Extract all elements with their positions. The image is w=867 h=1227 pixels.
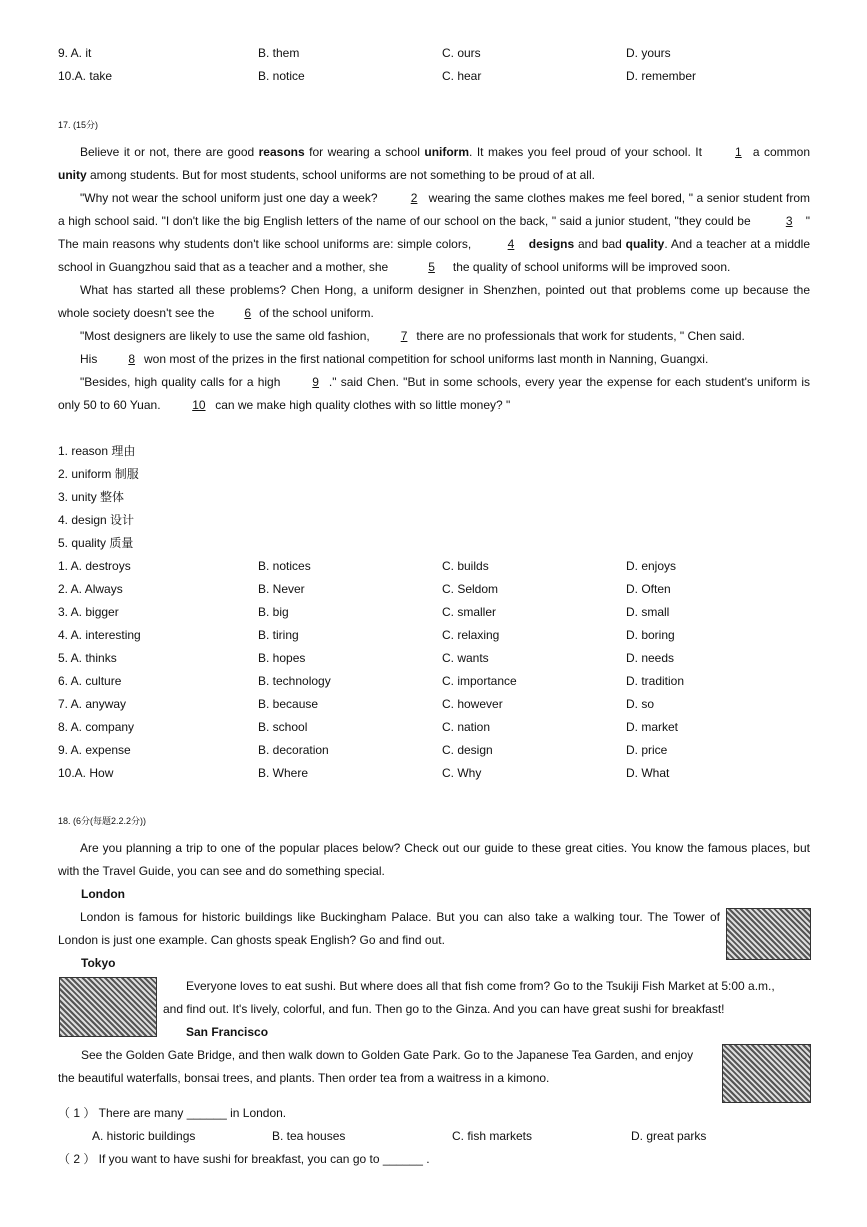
option-b: B. notice: [258, 69, 305, 83]
option-row: [58, 625, 818, 645]
passage-paragraph: "Most designers are likely to use the same old fashion, 7 there are no professionals that work for students, " Chen said.: [58, 325, 810, 348]
passage-paragraph: What has started all these problems? Chen Hong, a uniform designer in Shenzhen, pointed out that problems come up because the whole society doesn't see the 6 of the school uniform.: [58, 279, 810, 325]
option-c: C. smaller: [442, 605, 497, 619]
option-row: [58, 648, 818, 668]
option-d: D. small: [626, 605, 670, 619]
option-a: 7. A. anyway: [58, 697, 127, 711]
option-b: B. technology: [258, 674, 331, 688]
london-paragraph: [58, 906, 720, 952]
tokyo-text-line-2: and find out. It's lively, colorful, and fun. Then go to the Ginza. And you can have great sushi for breakfast!: [163, 1002, 725, 1016]
option-row: [58, 740, 818, 760]
option-a: 10.A. How: [58, 766, 114, 780]
option-a: 5. A. thinks: [58, 651, 117, 665]
option-b: B. Where: [258, 766, 309, 780]
option-a: 2. A. Always: [58, 582, 123, 596]
option-row: [58, 43, 818, 63]
option-b: B. because: [258, 697, 319, 711]
london-title: London: [81, 887, 125, 901]
option-c: C. however: [442, 697, 503, 711]
option-d: D. What: [626, 766, 670, 780]
option-d: D. enjoys: [626, 559, 677, 573]
option-a: 4. A. interesting: [58, 628, 141, 642]
passage-paragraph: His 8 won most of the prizes in the first national competition for school uniforms last month in Nanning, Guangxi.: [58, 348, 810, 371]
tokyo-text-line-1: Everyone loves to eat sushi. But where does all that fish come from? Go to the Tsukiji Fish Market at 5:00 a.m.,: [186, 979, 775, 993]
option-d: D. remember: [626, 69, 697, 83]
option-b: B. tiring: [258, 628, 299, 642]
option-c: C. relaxing: [442, 628, 500, 642]
london-photo: [726, 908, 811, 960]
option-d: D. tradition: [626, 674, 685, 688]
option-c: C. Seldom: [442, 582, 499, 596]
san-francisco-text-line-2: the beautiful waterfalls, bonsai trees, and plants. Then order tea from a waitress in a kimono.: [58, 1071, 550, 1085]
option-row: [58, 556, 818, 576]
blank-7: 7: [400, 329, 408, 343]
option-row: [58, 671, 818, 691]
option-c: C. Why: [442, 766, 482, 780]
passage-paragraph: Believe it or not, there are good reasons for wearing a school uniform. It makes you feel proud of your school. It 1 a common unity among students. But for most students, school uniforms are not something to be proud of at all.: [58, 141, 810, 187]
option-a: 1. A. destroys: [58, 559, 131, 573]
vocab-item: 1. reason 理由: [58, 444, 136, 458]
option-c: C. fish markets: [452, 1129, 533, 1143]
tokyo-title: Tokyo: [81, 956, 116, 970]
option-b: B. school: [258, 720, 308, 734]
option-d: D. yours: [626, 46, 671, 60]
option-a: 3. A. bigger: [58, 605, 119, 619]
option-c: C. wants: [442, 651, 489, 665]
option-a: 9. A. expense: [58, 743, 131, 757]
intro-text: Are you planning a trip to one of the popular places below? Check out our guide to these great cities. You know the famous places, but with the Travel Guide, you can see and do something special.: [58, 841, 810, 878]
vocab-item: 3. unity 整体: [58, 490, 125, 504]
option-b: B. hopes: [258, 651, 306, 665]
option-row: [58, 763, 818, 783]
option-d: D. great parks: [631, 1129, 707, 1143]
option-d: D. price: [626, 743, 668, 757]
blank-3: 3: [785, 214, 793, 228]
vocab-item: 5. quality 质量: [58, 536, 134, 550]
option-c: C. nation: [442, 720, 491, 734]
option-d: D. market: [626, 720, 679, 734]
question-17-passage: [58, 141, 810, 417]
passage-paragraph: "Why not wear the school uniform just one day a week? 2 wearing the same clothes makes me feel bored, " a senior student from a high school said. "I don't like the big English letters of the name of our school on the back, " said a junior student, "they could be 3 " The main reasons why students don't like school uniforms are: simple colors, 4 designs and bad quality. And a teacher at a middle school in Guangzhou said that as a teacher and a mother, she 5 the quality of school uniforms will be improved soon.: [58, 187, 810, 279]
option-c: C. design: [442, 743, 493, 757]
option-a: 8. A. company: [58, 720, 135, 734]
blank-1: 1: [735, 145, 742, 159]
question-18-2: （ 2 ） If you want to have sushi for breakfast, you can go to ______ .: [58, 1152, 430, 1166]
option-c: C. builds: [442, 559, 489, 573]
question-18-1: （ 1 ） There are many ______ in London.: [58, 1106, 287, 1120]
option-c: C. importance: [442, 674, 517, 688]
option-b: B. tea houses: [272, 1129, 346, 1143]
option-row: [58, 602, 818, 622]
option-row: [58, 694, 818, 714]
blank-9: 9: [312, 375, 319, 389]
option-a: 10.A. take: [58, 69, 113, 83]
question-18-intro: [58, 837, 810, 883]
blank-8: 8: [128, 352, 136, 366]
blank-4: 4: [507, 237, 515, 251]
blank-2: 2: [410, 191, 418, 205]
option-c: C. ours: [442, 46, 481, 60]
option-row: [58, 579, 818, 599]
london-text: London is famous for historic buildings like Buckingham Palace. But you can also take a walking tour. The Tower of London is just one example. Can ghosts speak English? Go and find out.: [58, 910, 720, 947]
option-row: [58, 66, 818, 86]
option-d: D. Often: [626, 582, 671, 596]
passage-paragraph: "Besides, high quality calls for a high 9 ." said Chen. "But in some schools, every year the expense for each student's uniform is only 50 to 60 Yuan. 10 can we make high quality clothes with so little money? ": [58, 371, 810, 417]
blank-5: 5: [428, 260, 435, 274]
tokyo-photo: [59, 977, 157, 1037]
san-francisco-photo: [722, 1044, 811, 1103]
option-b: B. notices: [258, 559, 311, 573]
option-b: B. them: [258, 46, 300, 60]
blank-10: 10: [192, 398, 206, 412]
option-a: A. historic buildings: [92, 1129, 196, 1143]
question-17-header: 17. (15分): [58, 120, 99, 130]
vocab-item: 4. design 设计: [58, 513, 135, 527]
san-francisco-title: San Francisco: [186, 1025, 269, 1039]
option-d: D. needs: [626, 651, 675, 665]
option-a: 6. A. culture: [58, 674, 122, 688]
option-d: D. boring: [626, 628, 675, 642]
option-b: B. decoration: [258, 743, 329, 757]
option-row: [58, 717, 818, 737]
blank-6: 6: [244, 306, 252, 320]
option-b: B. Never: [258, 582, 305, 596]
option-c: C. hear: [442, 69, 482, 83]
option-b: B. big: [258, 605, 289, 619]
option-d: D. so: [626, 697, 655, 711]
vocab-item: 2. uniform 制服: [58, 467, 139, 481]
san-francisco-text-line-1: See the Golden Gate Bridge, and then walk down to Golden Gate Park. Go to the Japanese Tea Garden, and enjoy: [81, 1048, 694, 1062]
option-a: 9. A. it: [58, 46, 92, 60]
question-18-header: 18. (6分(每题2.2.2分)): [58, 816, 147, 826]
